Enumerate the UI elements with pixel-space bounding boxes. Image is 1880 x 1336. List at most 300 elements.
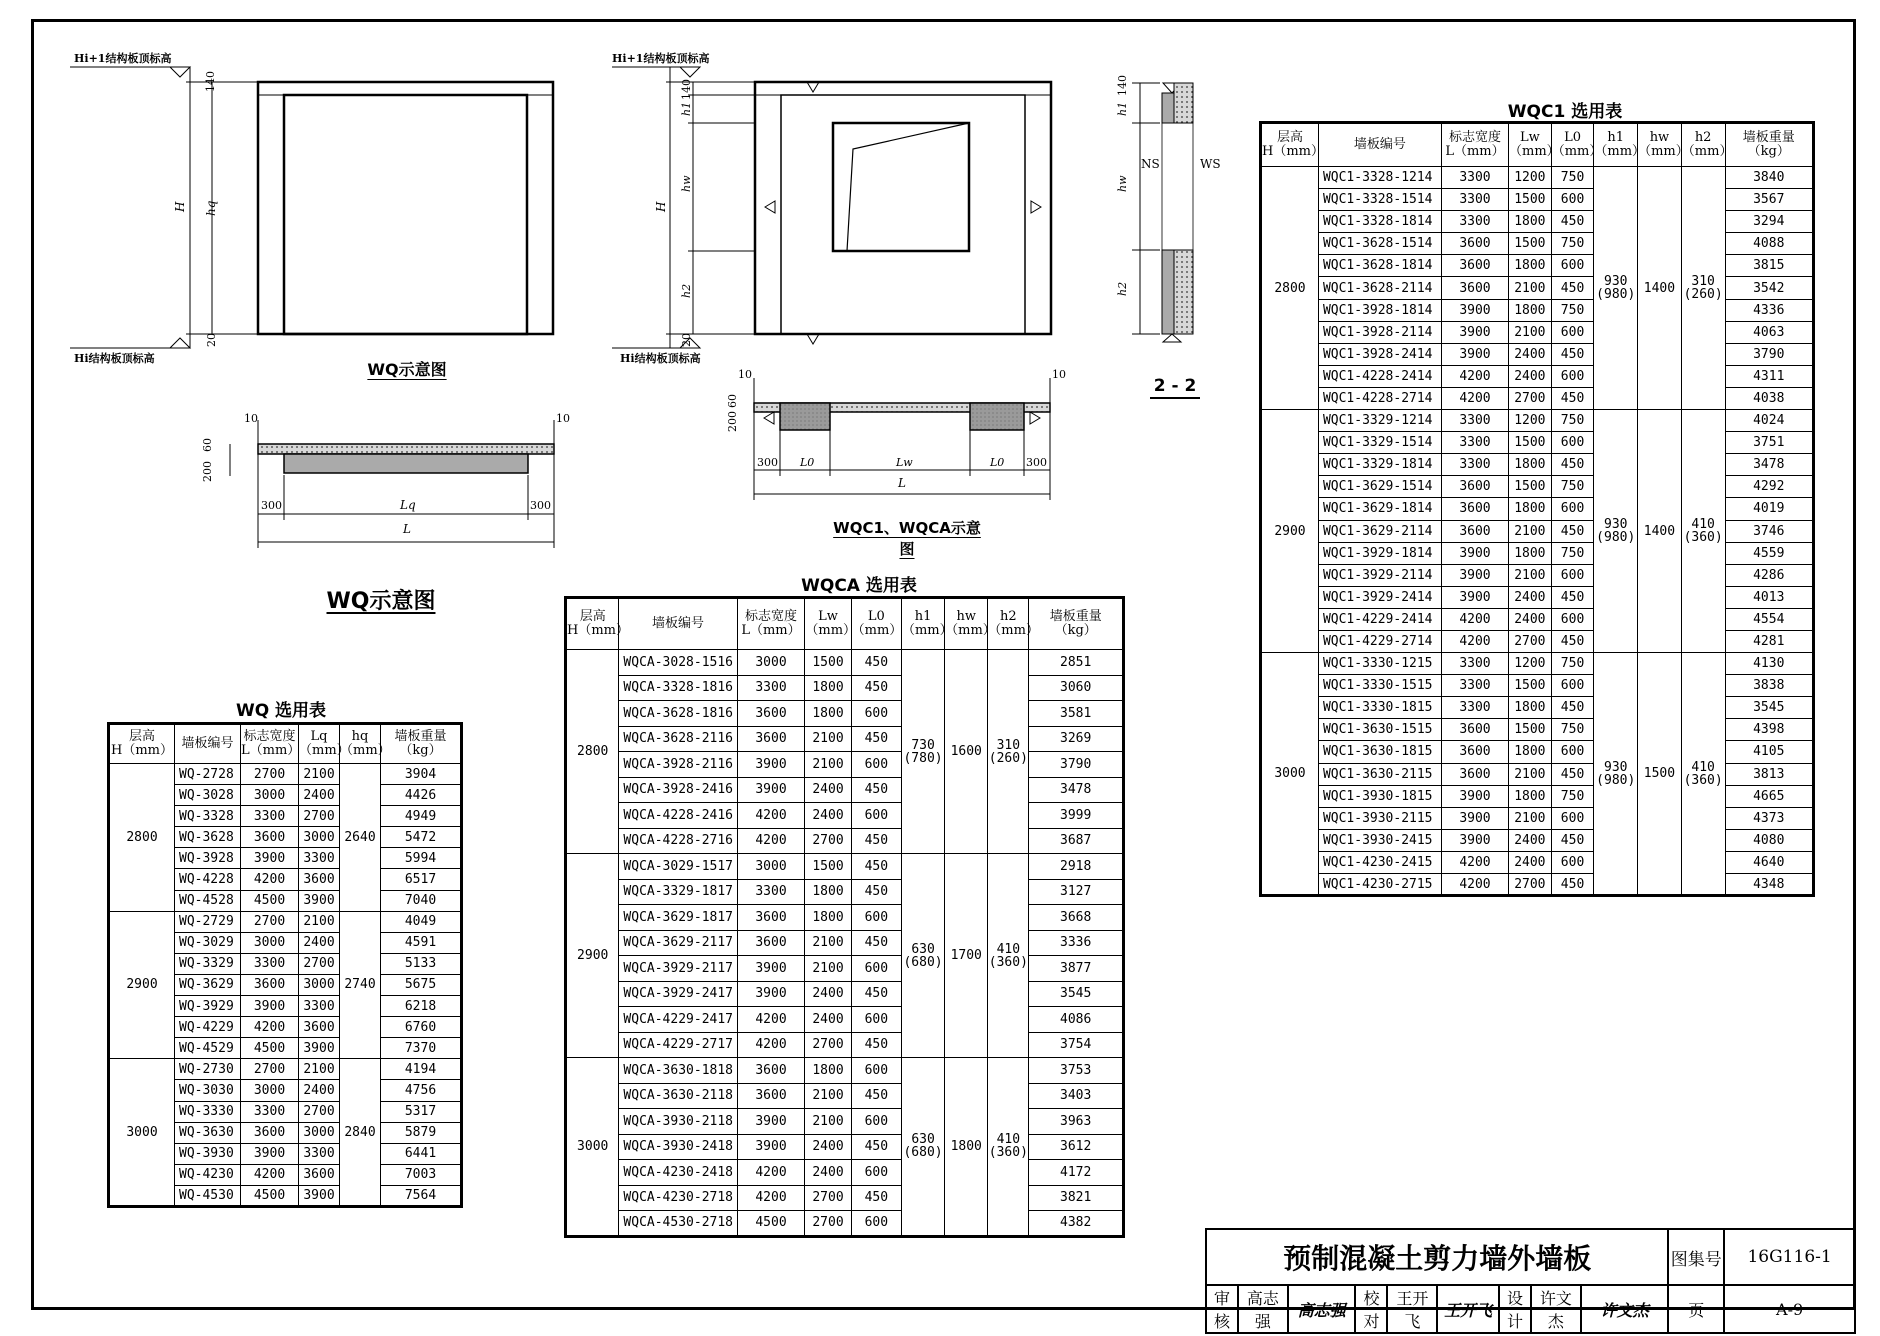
dim-sec-140: 140 bbox=[1116, 75, 1129, 96]
hw-cell: 1400 bbox=[1638, 410, 1682, 653]
lq-cell: 2100 bbox=[299, 1059, 340, 1080]
width-cell: 3300 bbox=[1441, 189, 1508, 211]
width-cell: 4200 bbox=[241, 1017, 299, 1038]
panel-code-cell: WQC1-3629-1514 bbox=[1318, 476, 1441, 498]
wqca-table-title: WQCA 选用表 bbox=[801, 576, 917, 596]
dim-wq-plan-10a: 10 bbox=[244, 412, 258, 425]
table-row bbox=[109, 1059, 462, 1080]
lw-cell: 2100 bbox=[805, 1083, 851, 1109]
column-header: L0 （mm） bbox=[1551, 123, 1594, 167]
weight-cell: 4281 bbox=[1725, 630, 1814, 652]
l0-cell: 450 bbox=[1551, 586, 1594, 608]
table-row bbox=[566, 905, 1124, 931]
lw-cell: 2100 bbox=[1509, 807, 1552, 829]
panel-code-cell: WQ-3029 bbox=[175, 932, 241, 953]
h2-cell: 410 (360) bbox=[1681, 410, 1725, 653]
floor-height-cell: 3000 bbox=[566, 1058, 619, 1237]
weight-cell: 3751 bbox=[1725, 432, 1814, 454]
width-cell: 3300 bbox=[1441, 675, 1508, 697]
table-row bbox=[1261, 476, 1814, 498]
lq-cell: 2700 bbox=[299, 806, 340, 827]
l0-cell: 450 bbox=[851, 828, 901, 854]
lw-cell: 1800 bbox=[805, 675, 851, 701]
width-cell: 3900 bbox=[1441, 586, 1508, 608]
dim-wq-plan-200: 200 bbox=[201, 461, 214, 482]
width-cell: 3900 bbox=[1441, 807, 1508, 829]
width-cell: 3600 bbox=[737, 1058, 805, 1084]
weight-cell: 4063 bbox=[1725, 321, 1814, 343]
lw-cell: 1800 bbox=[805, 905, 851, 931]
table-row bbox=[1261, 343, 1814, 365]
lw-cell: 1500 bbox=[1509, 189, 1552, 211]
panel-code-cell: WQC1-3328-1214 bbox=[1318, 167, 1441, 189]
weight-cell: 7370 bbox=[381, 1038, 462, 1059]
dim-wq-plan-300b: 300 bbox=[530, 499, 551, 512]
h2-cell: 310 (260) bbox=[1681, 167, 1725, 410]
table-row bbox=[566, 1083, 1124, 1109]
lw-cell: 1800 bbox=[1509, 454, 1552, 476]
panel-code-cell: WQC1-3928-1814 bbox=[1318, 299, 1441, 321]
wq-diagram-title-small: WQ示意图 bbox=[367, 360, 447, 379]
l0-cell: 600 bbox=[1551, 432, 1594, 454]
width-cell: 4200 bbox=[737, 1007, 805, 1033]
h1-cell: 930 (980) bbox=[1594, 167, 1638, 410]
lw-cell: 2700 bbox=[805, 1211, 851, 1237]
weight-cell: 3542 bbox=[1725, 277, 1814, 299]
lq-cell: 2400 bbox=[299, 1080, 340, 1101]
designer-name: 许文杰 bbox=[1531, 1285, 1581, 1333]
column-header: Lw （mm） bbox=[805, 598, 851, 650]
lw-cell: 2100 bbox=[805, 752, 851, 778]
lw-cell: 1800 bbox=[1509, 542, 1552, 564]
panel-code-cell: WQC1-3628-1814 bbox=[1318, 255, 1441, 277]
weight-cell: 3815 bbox=[1725, 255, 1814, 277]
panel-code-cell: WQCA-4229-2417 bbox=[619, 1007, 737, 1033]
table-row bbox=[566, 956, 1124, 982]
width-cell: 3000 bbox=[241, 932, 299, 953]
width-cell: 3300 bbox=[737, 879, 805, 905]
table-row bbox=[566, 879, 1124, 905]
wqc1-table bbox=[1259, 121, 1815, 897]
table-row bbox=[1261, 653, 1814, 675]
h2-cell: 310 (260) bbox=[988, 650, 1029, 854]
width-cell: 3900 bbox=[737, 956, 805, 982]
table-row bbox=[566, 752, 1124, 778]
weight-cell: 4554 bbox=[1725, 608, 1814, 630]
lq-cell: 2700 bbox=[299, 1101, 340, 1122]
table-row bbox=[566, 650, 1124, 676]
panel-code-cell: WQCA-3628-2116 bbox=[619, 726, 737, 752]
lw-cell: 1500 bbox=[1509, 675, 1552, 697]
section-2-2 bbox=[1132, 83, 1200, 398]
l0-cell: 450 bbox=[1551, 343, 1594, 365]
width-cell: 3300 bbox=[737, 675, 805, 701]
l0-cell: 600 bbox=[851, 956, 901, 982]
lq-cell: 2100 bbox=[299, 911, 340, 932]
weight-cell: 2918 bbox=[1029, 854, 1124, 880]
lw-cell: 1800 bbox=[1509, 211, 1552, 233]
panel-code-cell: WQC1-3629-2114 bbox=[1318, 520, 1441, 542]
l0-cell: 600 bbox=[1551, 807, 1594, 829]
lq-cell: 2100 bbox=[299, 764, 340, 785]
l0-cell: 600 bbox=[1551, 321, 1594, 343]
weight-cell: 3478 bbox=[1029, 777, 1124, 803]
lw-cell: 2100 bbox=[805, 930, 851, 956]
review-label: 审核 bbox=[1206, 1285, 1238, 1333]
wq-plan-section bbox=[230, 420, 554, 548]
width-cell: 3300 bbox=[1441, 697, 1508, 719]
floor-height-cell: 3000 bbox=[109, 1059, 175, 1207]
wq-table bbox=[107, 722, 463, 1208]
table-row bbox=[1261, 807, 1814, 829]
weight-cell: 3668 bbox=[1029, 905, 1124, 931]
panel-code-cell: WQC1-4228-2414 bbox=[1318, 365, 1441, 387]
wq-diagram-title-large: WQ示意图 bbox=[326, 589, 436, 614]
weight-cell: 3545 bbox=[1029, 981, 1124, 1007]
l0-cell: 450 bbox=[851, 1083, 901, 1109]
width-cell: 3000 bbox=[241, 785, 299, 806]
panel-code-cell: WQC1-3930-2115 bbox=[1318, 807, 1441, 829]
width-cell: 3900 bbox=[241, 1143, 299, 1164]
panel-code-cell: WQCA-3929-2117 bbox=[619, 956, 737, 982]
dim-wqc-plan-60: 60 bbox=[726, 394, 739, 408]
h2-cell: 410 (360) bbox=[988, 1058, 1029, 1237]
panel-code-cell: WQC1-4228-2714 bbox=[1318, 387, 1441, 409]
l0-cell: 450 bbox=[851, 1032, 901, 1058]
lq-cell: 3900 bbox=[299, 1038, 340, 1059]
panel-code-cell: WQCA-3929-2417 bbox=[619, 981, 737, 1007]
panel-code-cell: WQCA-3329-1817 bbox=[619, 879, 737, 905]
weight-cell: 3753 bbox=[1029, 1058, 1124, 1084]
table-row bbox=[1261, 874, 1814, 896]
lq-cell: 3000 bbox=[299, 974, 340, 995]
lw-cell: 1500 bbox=[805, 650, 851, 676]
column-header: 标志宽度 L（mm） bbox=[241, 724, 299, 764]
panel-code-cell: WQCA-3630-2118 bbox=[619, 1083, 737, 1109]
weight-cell: 6517 bbox=[381, 869, 462, 890]
width-cell: 4500 bbox=[241, 890, 299, 911]
l0-cell: 450 bbox=[851, 650, 901, 676]
l0-cell: 600 bbox=[1551, 498, 1594, 520]
weight-cell: 4086 bbox=[1029, 1007, 1124, 1033]
floor-height-cell: 2900 bbox=[566, 854, 619, 1058]
l0-cell: 450 bbox=[1551, 874, 1594, 896]
weight-cell: 5472 bbox=[381, 827, 462, 848]
table-row bbox=[1261, 211, 1814, 233]
table-row bbox=[1261, 365, 1814, 387]
dim-wqc-plan-300a: 300 bbox=[757, 456, 778, 469]
panel-code-cell: WQC1-3928-2114 bbox=[1318, 321, 1441, 343]
width-cell: 3600 bbox=[737, 930, 805, 956]
table-row bbox=[1261, 498, 1814, 520]
panel-code-cell: WQC1-4230-2715 bbox=[1318, 874, 1441, 896]
weight-cell: 4398 bbox=[1725, 719, 1814, 741]
wqc1-table-title: WQC1 选用表 bbox=[1507, 102, 1623, 122]
column-header: 标志宽度 L（mm） bbox=[1441, 123, 1508, 167]
floor-height-cell: 2900 bbox=[109, 911, 175, 1059]
width-cell: 3300 bbox=[1441, 432, 1508, 454]
lw-cell: 2400 bbox=[1509, 586, 1552, 608]
table-row bbox=[1261, 630, 1814, 652]
panel-code-cell: WQCA-3629-2117 bbox=[619, 930, 737, 956]
weight-cell: 4591 bbox=[381, 932, 462, 953]
weight-cell: 3269 bbox=[1029, 726, 1124, 752]
l0-cell: 600 bbox=[851, 905, 901, 931]
width-cell: 4200 bbox=[737, 828, 805, 854]
table-row bbox=[566, 1211, 1124, 1237]
weight-cell: 3403 bbox=[1029, 1083, 1124, 1109]
h2-cell: 410 (360) bbox=[988, 854, 1029, 1058]
weight-cell: 5879 bbox=[381, 1122, 462, 1143]
table-row bbox=[1261, 387, 1814, 409]
width-cell: 3600 bbox=[1441, 741, 1508, 763]
panel-code-cell: WQC1-3630-1515 bbox=[1318, 719, 1441, 741]
lw-cell: 2700 bbox=[805, 828, 851, 854]
panel-code-cell: WQ-2730 bbox=[175, 1059, 241, 1080]
width-cell: 3600 bbox=[1441, 498, 1508, 520]
label-ws: WS bbox=[1200, 157, 1221, 171]
panel-code-cell: WQ-4529 bbox=[175, 1038, 241, 1059]
weight-cell: 4426 bbox=[381, 785, 462, 806]
lw-cell: 2400 bbox=[805, 777, 851, 803]
lw-cell: 2100 bbox=[1509, 564, 1552, 586]
table-row bbox=[1261, 741, 1814, 763]
table-row bbox=[1261, 697, 1814, 719]
table-row bbox=[1261, 785, 1814, 807]
width-cell: 3000 bbox=[241, 1080, 299, 1101]
label-wq-top-level: Hi+1结构板顶标高 bbox=[74, 52, 172, 65]
panel-code-cell: WQ-3629 bbox=[175, 974, 241, 995]
weight-cell: 3581 bbox=[1029, 701, 1124, 727]
l0-cell: 600 bbox=[1551, 675, 1594, 697]
table-row bbox=[109, 911, 462, 932]
l0-cell: 600 bbox=[851, 1058, 901, 1084]
width-cell: 3300 bbox=[1441, 653, 1508, 675]
weight-cell: 5675 bbox=[381, 974, 462, 995]
hq-cell: 2640 bbox=[340, 764, 381, 912]
table-row bbox=[566, 828, 1124, 854]
weight-cell: 4105 bbox=[1725, 741, 1814, 763]
weight-cell: 7040 bbox=[381, 890, 462, 911]
wqca-table bbox=[564, 596, 1125, 1238]
l0-cell: 450 bbox=[1551, 454, 1594, 476]
l0-cell: 600 bbox=[851, 803, 901, 829]
dim-wq-plan-L: L bbox=[403, 522, 411, 536]
l0-cell: 750 bbox=[1551, 542, 1594, 564]
weight-cell: 4038 bbox=[1725, 387, 1814, 409]
table-row bbox=[1261, 277, 1814, 299]
panel-code-cell: WQC1-3930-2415 bbox=[1318, 829, 1441, 851]
h1-cell: 930 (980) bbox=[1594, 410, 1638, 653]
panel-code-cell: WQ-3630 bbox=[175, 1122, 241, 1143]
width-cell: 3600 bbox=[241, 827, 299, 848]
width-cell: 3300 bbox=[1441, 167, 1508, 189]
lw-cell: 1800 bbox=[1509, 255, 1552, 277]
width-cell: 3900 bbox=[1441, 564, 1508, 586]
page-label: 页 bbox=[1668, 1285, 1724, 1333]
checker-name: 王开飞 bbox=[1387, 1285, 1437, 1333]
width-cell: 3900 bbox=[1441, 299, 1508, 321]
panel-code-cell: WQ-3929 bbox=[175, 996, 241, 1017]
weight-cell: 3060 bbox=[1029, 675, 1124, 701]
table-row bbox=[566, 1134, 1124, 1160]
dim-wq-140: 140 bbox=[204, 71, 217, 92]
l0-cell: 450 bbox=[1551, 829, 1594, 851]
lw-cell: 2700 bbox=[1509, 630, 1552, 652]
l0-cell: 750 bbox=[1551, 299, 1594, 321]
panel-code-cell: WQCA-4230-2418 bbox=[619, 1160, 737, 1186]
weight-cell: 3746 bbox=[1725, 520, 1814, 542]
width-cell: 3600 bbox=[737, 726, 805, 752]
floor-height-cell: 2800 bbox=[566, 650, 619, 854]
column-header: hw （mm） bbox=[1638, 123, 1682, 167]
lw-cell: 1800 bbox=[1509, 741, 1552, 763]
lw-cell: 2400 bbox=[805, 1160, 851, 1186]
lq-cell: 3300 bbox=[299, 1143, 340, 1164]
weight-cell: 4559 bbox=[1725, 542, 1814, 564]
width-cell: 3300 bbox=[1441, 454, 1508, 476]
width-cell: 3300 bbox=[1441, 211, 1508, 233]
panel-code-cell: WQC1-3330-1215 bbox=[1318, 653, 1441, 675]
lw-cell: 2400 bbox=[1509, 365, 1552, 387]
lw-cell: 1500 bbox=[1509, 233, 1552, 255]
table-row bbox=[1261, 255, 1814, 277]
column-header: h1 （mm） bbox=[1594, 123, 1638, 167]
hw-cell: 1500 bbox=[1638, 653, 1682, 896]
l0-cell: 600 bbox=[1551, 851, 1594, 873]
weight-cell: 3294 bbox=[1725, 211, 1814, 233]
column-header: h2 （mm） bbox=[988, 598, 1029, 650]
width-cell: 3600 bbox=[1441, 277, 1508, 299]
atlas-label: 图集号 bbox=[1668, 1229, 1724, 1285]
table-row bbox=[566, 1160, 1124, 1186]
panel-code-cell: WQCA-3930-2118 bbox=[619, 1109, 737, 1135]
width-cell: 3900 bbox=[1441, 829, 1508, 851]
weight-cell: 4024 bbox=[1725, 410, 1814, 432]
panel-code-cell: WQ-3030 bbox=[175, 1080, 241, 1101]
width-cell: 4500 bbox=[737, 1211, 805, 1237]
label-ns: NS bbox=[1141, 157, 1160, 171]
l0-cell: 600 bbox=[1551, 365, 1594, 387]
l0-cell: 600 bbox=[851, 1160, 901, 1186]
weight-cell: 3567 bbox=[1725, 189, 1814, 211]
panel-code-cell: WQCA-3629-1817 bbox=[619, 905, 737, 931]
l0-cell: 450 bbox=[851, 1134, 901, 1160]
width-cell: 3600 bbox=[1441, 233, 1508, 255]
l0-cell: 600 bbox=[1551, 741, 1594, 763]
table-row bbox=[566, 854, 1124, 880]
table-row bbox=[1261, 454, 1814, 476]
width-cell: 3600 bbox=[241, 1122, 299, 1143]
table-row bbox=[1261, 675, 1814, 697]
width-cell: 4200 bbox=[241, 869, 299, 890]
dim-wq-hq: hq bbox=[204, 200, 218, 216]
panel-code-cell: WQC1-3329-1814 bbox=[1318, 454, 1441, 476]
table-row bbox=[1261, 167, 1814, 189]
width-cell: 4500 bbox=[241, 1038, 299, 1059]
column-header: 层高 H（mm） bbox=[1261, 123, 1319, 167]
l0-cell: 600 bbox=[851, 1211, 901, 1237]
lw-cell: 2100 bbox=[805, 956, 851, 982]
weight-cell: 4336 bbox=[1725, 299, 1814, 321]
table-row bbox=[1261, 189, 1814, 211]
weight-cell: 4019 bbox=[1725, 498, 1814, 520]
panel-code-cell: WQC1-3930-1815 bbox=[1318, 785, 1441, 807]
label-wqc-top-level: Hi+1结构板顶标高 bbox=[612, 52, 710, 65]
width-cell: 3600 bbox=[241, 974, 299, 995]
width-cell: 3900 bbox=[737, 752, 805, 778]
design-label: 设计 bbox=[1499, 1285, 1531, 1333]
table-row bbox=[1261, 432, 1814, 454]
width-cell: 3300 bbox=[241, 1101, 299, 1122]
l0-cell: 450 bbox=[851, 1185, 901, 1211]
table-row bbox=[1261, 233, 1814, 255]
panel-code-cell: WQ-4528 bbox=[175, 890, 241, 911]
width-cell: 3600 bbox=[1441, 719, 1508, 741]
dim-wqc-plan-10b: 10 bbox=[1052, 368, 1066, 381]
dim-wqc-plan-10a: 10 bbox=[738, 368, 752, 381]
lw-cell: 2400 bbox=[805, 1134, 851, 1160]
lw-cell: 2400 bbox=[1509, 608, 1552, 630]
l0-cell: 750 bbox=[1551, 476, 1594, 498]
l0-cell: 600 bbox=[851, 1007, 901, 1033]
panel-code-cell: WQC1-3328-1814 bbox=[1318, 211, 1441, 233]
reviewer-name: 高志强 bbox=[1238, 1285, 1288, 1333]
l0-cell: 600 bbox=[851, 752, 901, 778]
panel-code-cell: WQCA-4530-2718 bbox=[619, 1211, 737, 1237]
table-row bbox=[1261, 520, 1814, 542]
width-cell: 3900 bbox=[241, 996, 299, 1017]
width-cell: 3900 bbox=[241, 848, 299, 869]
lw-cell: 2700 bbox=[805, 1032, 851, 1058]
l0-cell: 750 bbox=[1551, 653, 1594, 675]
width-cell: 3600 bbox=[1441, 476, 1508, 498]
lw-cell: 2700 bbox=[1509, 387, 1552, 409]
panel-code-cell: WQ-3330 bbox=[175, 1101, 241, 1122]
l0-cell: 450 bbox=[851, 981, 901, 1007]
weight-cell: 4949 bbox=[381, 806, 462, 827]
width-cell: 3000 bbox=[737, 854, 805, 880]
panel-code-cell: WQ-2729 bbox=[175, 911, 241, 932]
lw-cell: 1800 bbox=[805, 879, 851, 905]
h1-cell: 630 (680) bbox=[901, 1058, 944, 1237]
weight-cell: 3838 bbox=[1725, 675, 1814, 697]
weight-cell: 4088 bbox=[1725, 233, 1814, 255]
l0-cell: 600 bbox=[1551, 255, 1594, 277]
h1-cell: 730 (780) bbox=[901, 650, 944, 854]
lw-cell: 2100 bbox=[1509, 321, 1552, 343]
column-header: 层高 H（mm） bbox=[109, 724, 175, 764]
panel-code-cell: WQC1-3630-2115 bbox=[1318, 763, 1441, 785]
dim-wq-plan-Lq: Lq bbox=[400, 498, 416, 512]
width-cell: 3000 bbox=[737, 650, 805, 676]
hw-cell: 1800 bbox=[945, 1058, 988, 1237]
panel-code-cell: WQC1-3628-1514 bbox=[1318, 233, 1441, 255]
weight-cell: 3877 bbox=[1029, 956, 1124, 982]
l0-cell: 600 bbox=[1551, 189, 1594, 211]
l0-cell: 450 bbox=[1551, 697, 1594, 719]
panel-code-cell: WQC1-3929-2114 bbox=[1318, 564, 1441, 586]
l0-cell: 450 bbox=[1551, 387, 1594, 409]
table-row bbox=[566, 1058, 1124, 1084]
width-cell: 2700 bbox=[241, 1059, 299, 1080]
lw-cell: 1200 bbox=[1509, 410, 1552, 432]
weight-cell: 4311 bbox=[1725, 365, 1814, 387]
width-cell: 4200 bbox=[1441, 365, 1508, 387]
weight-cell: 4013 bbox=[1725, 586, 1814, 608]
weight-cell: 4373 bbox=[1725, 807, 1814, 829]
l0-cell: 450 bbox=[1551, 630, 1594, 652]
